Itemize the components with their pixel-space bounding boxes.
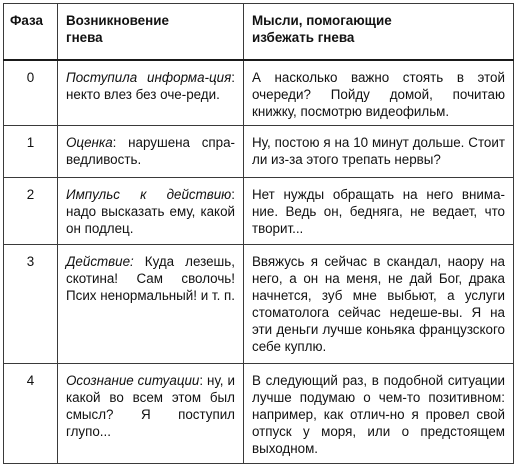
phase-cell: 4 — [4, 364, 58, 464]
anger-text: Куда лезешь, скотина! Сам сволочь! Псих ненормальный! и т. п. — [66, 254, 235, 303]
anger-cell — [58, 364, 244, 464]
anger-cell — [58, 245, 244, 364]
anger-text: : нарушена спра-ведливость. — [66, 135, 235, 167]
phase-cell: 0 — [4, 60, 58, 126]
phase-cell: 2 — [4, 178, 58, 245]
thoughts-cell: Нет нужды обращать на него внима-ние. Ведь он, бедняга, не ведает, что творит... — [244, 178, 514, 245]
phase-label: Оценка — [66, 135, 113, 150]
table-row — [4, 126, 514, 178]
header-thoughts-line2: избежать гнева — [252, 30, 355, 45]
thoughts-cell: А насколько важно стоять в этой очереди? Пойду домой, почитаю книжку, посмотрю видеофильм. — [244, 60, 514, 126]
header-phase-label: Фаза — [10, 13, 43, 28]
anger-text: : ну, и какой во всем этом был смысл? Я поступил глупо... — [66, 373, 235, 439]
phase-label: Действие: — [66, 254, 134, 269]
anger-text: : некто влез без оче-реди. — [66, 70, 235, 102]
thoughts-cell: Ввяжусь я сейчас в скандал, наору на него, а он на меня, не дай Бог, драка начнется, зуб мне выбьют, а услуги стоматолога сейчас недеше-вы. Я на эти деньги лучше коньяка французского себе куплю. — [244, 245, 514, 364]
header-phase — [4, 4, 58, 61]
phase-cell: 1 — [4, 126, 58, 178]
phase-label: Импульс к действию — [66, 187, 232, 202]
table-row — [4, 364, 514, 464]
table-row — [4, 60, 514, 126]
anger-cell — [58, 126, 244, 178]
anger-phases-table — [3, 3, 514, 464]
header-anger — [58, 4, 244, 61]
table-row — [4, 178, 514, 245]
header-anger-line1: Возникновение — [66, 13, 169, 28]
anger-text: : надо высказать ему, какой он подлец. — [66, 187, 235, 236]
phase-cell: 3 — [4, 245, 58, 364]
header-thoughts — [244, 4, 514, 61]
table-row — [4, 245, 514, 364]
phase-label: Поступила информа-ция — [66, 70, 232, 85]
header-thoughts-line1: Мысли, помогающие — [252, 13, 392, 28]
phase-label: Осознание ситуации — [66, 373, 200, 388]
header-row — [4, 4, 514, 61]
anger-cell — [58, 178, 244, 245]
thoughts-cell: В следующий раз, в подобной ситуации лучше подумаю о чем-то позитивном: например, как отлич-но я провел свой отпуск у моря, или о предстоящем выходном. — [244, 364, 514, 464]
header-anger-line2: гнева — [66, 30, 103, 45]
anger-cell — [58, 60, 244, 126]
thoughts-cell: Ну, постою я на 10 минут дольше. Стоит ли из-за этого трепать нервы? — [244, 126, 514, 178]
